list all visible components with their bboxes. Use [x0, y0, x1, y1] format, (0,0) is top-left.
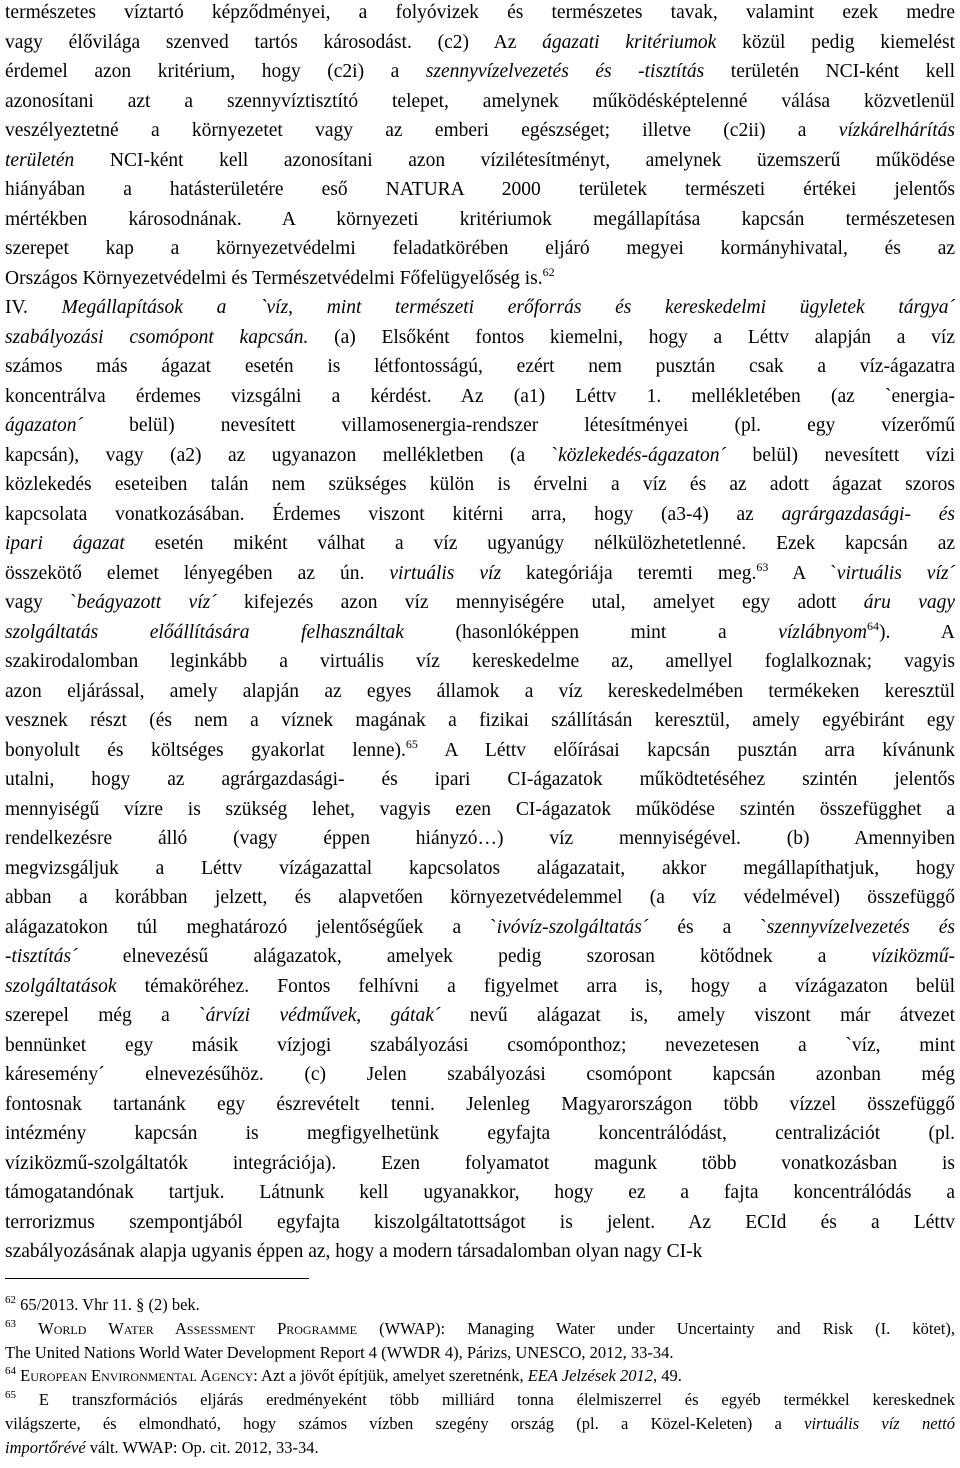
footnote-line: [5, 1437, 955, 1459]
footnote-reference: 63: [756, 559, 769, 574]
italic-text: árvízi védművek, gátak´: [205, 1005, 441, 1026]
text-run: rendelkezésre álló (vagy éppen hiányzó…) víz mennyiségével. (b) Amennyiben: [5, 828, 955, 849]
italic-text: virtuális víz´: [836, 562, 955, 584]
footnote-reference: 64: [867, 618, 880, 633]
text-run: belül) nevesített vízi: [726, 444, 955, 466]
body-line: [5, 325, 955, 351]
italic-text: közlekedés-ágazaton´: [558, 444, 727, 466]
footnote-line: [5, 1318, 955, 1340]
text-run: NCI-ként kell azonosítani azon vízilétesítményt, amelynek üzemszerű működése: [74, 149, 955, 171]
text-run: hiányában a hatásterületére eső NATURA 2000 területek természeti értékei jelentős: [5, 179, 955, 200]
body-line: [5, 561, 955, 587]
text-run: abban a korábban jelzett, és alapvetően környezetvédelemmel (a víz védelmével) összefüggő: [5, 887, 955, 908]
body-line: [5, 531, 955, 557]
text-run: mennyiségű vízre is szükség lehet, vagyis ezen CI-ágazatok működése szintén összefügghet a: [5, 798, 955, 820]
footnote-reference: 65: [5, 1389, 16, 1402]
body-line: [5, 472, 955, 498]
body-line: [5, 679, 955, 705]
text-run: 65/2013. Vhr 11. § (2) bek.: [16, 1295, 200, 1314]
text-run: szabályozásának alapja ugyanis éppen az, hogy a modern társadalomban olyan nagy CI-k: [5, 1241, 703, 1262]
text-run: káresemény´ elnevezésűhöz. (c) Jelen szabályozási csomópont kapcsán azonban még: [5, 1064, 955, 1085]
author-name: European Environmental Agency: [20, 1366, 254, 1386]
body-line: [5, 708, 955, 734]
text-run: vagy élővilága szenved tartós károsodást. (c2) Az: [5, 31, 543, 53]
italic-text: víziközmű-: [871, 946, 955, 967]
text-run: utalni, hogy az agrárgazdasági- és ipari CI-ágazatok működtetéséhez szintén jelentős: [5, 769, 955, 790]
body-line: [5, 1180, 955, 1206]
body-line: [5, 1003, 955, 1029]
text-run: (hasonlóképpen mint a: [403, 621, 779, 643]
body-line: [5, 502, 955, 528]
text-run: azon eljárással, amely alapján az egyes államok a víz kereskedelmében termékeken keresztül: [5, 680, 955, 702]
footnote-reference: 62: [542, 264, 555, 279]
text-run: (a) Elsőként fontos kiemelni, hogy a Léttv alapján a víz: [308, 326, 955, 348]
text-run: témaköréhez. Fontos felhívni a figyelmet arra is, hogy a vízágazaton belül: [116, 975, 955, 997]
text-run: ). A: [879, 621, 955, 643]
text-run: kapcsolata vonatkozásában. Érdemes viszont kitérni arra, hogy (a3-4) az: [5, 503, 782, 525]
body-line: [5, 236, 955, 262]
text-run: intézmény kapcsán is megfigyelhetünk egyfajta koncentrálódást, centralizációt (pl.: [5, 1123, 955, 1144]
body-line: [5, 1062, 955, 1088]
body-line: [5, 443, 955, 469]
text-run: kapcsán), vagy (a2) az ugyanazon mellékletben (a `: [5, 444, 559, 466]
text-run: szakirodalomban leginkább a virtuális víz kereskedelme az, amellyel foglalkoznak; vagyis: [5, 651, 955, 672]
italic-text: virtuális víz nettó: [804, 1414, 955, 1433]
text-run: belül) nevesített villamosenergia-rendszer létesítményei (pl. egy vízerőmű: [83, 415, 955, 436]
text-run: , 49.: [652, 1366, 682, 1386]
text-run: érdemel azon kritérium, hogy (c2i) a: [5, 61, 426, 82]
text-run: természetes víztartó képződményei, a folyóvizek és természetes tavak, valamint ezek medre: [5, 2, 955, 23]
italic-text: vízlábnyom: [778, 621, 868, 643]
body-line: [5, 59, 955, 85]
body-line: [5, 856, 955, 882]
italic-text: ágazati kritériumok: [542, 31, 717, 53]
text-run: vesznek részt (és nem a víznek magának a fizikai szállításán keresztül, amely egyébiránt egy: [5, 710, 955, 731]
italic-text: szennyvízelvezetés és -tisztítás: [425, 61, 705, 82]
text-run: víziközmű-szolgáltatók integrációja). Ezen folyamatot magunk több vonatkozásban is: [5, 1152, 955, 1174]
text-run: elnevezésű alágazatok, amelyek pedig szorosan kötődnek a: [77, 946, 872, 967]
text-run: és a `: [648, 916, 767, 938]
italic-text: virtuális víz: [389, 562, 502, 584]
text-run: E transzformációs eljárás eredményeként több milliárd tonna élelmiszerrel és egyéb termékkel kereskednek: [16, 1390, 955, 1410]
body-line: [5, 944, 955, 970]
body-line: [5, 413, 955, 439]
italic-text: területén: [5, 149, 75, 171]
footnote-reference: 65: [405, 736, 418, 751]
text-run: világszerte, és elmondható, hogy számos vízben szegény ország (pl. a Közel-Keleten) a: [5, 1414, 805, 1433]
text-run: terrorizmus szempontjából egyfajta kiszolgáltatottságot is jelent. Az ECId és a Léttv: [5, 1211, 955, 1233]
italic-text: importőrévé: [5, 1437, 86, 1457]
italic-text: ipari ágazat: [5, 533, 125, 554]
body-line: [5, 590, 955, 616]
italic-text: vízkárelhárítás: [838, 120, 955, 141]
text-run: közlekedés eseteiben talán nem szükséges külön is érvelni a víz és az adott ágazat szoros: [5, 474, 955, 495]
body-line: [5, 89, 955, 115]
italic-text: ágazaton´: [5, 415, 83, 436]
body-line: [5, 295, 955, 321]
text-run: A Léttv előírásai kapcsán pusztán arra kívánunk: [417, 739, 955, 761]
body-line: [5, 1121, 955, 1147]
text-run: támogatandónak tartjuk. Látnunk kell ugyanakkor, hogy ez a fajta koncentrálódás a: [5, 1182, 955, 1203]
body-line: [5, 354, 955, 380]
body-line: [5, 1151, 955, 1177]
italic-text: szennyvízelvezetés és: [766, 916, 955, 938]
body-line: [5, 148, 955, 174]
text-run: (WWAP): Managing Water under Uncertainty and Risk (I. kötet),: [356, 1318, 956, 1338]
body-line: [5, 1239, 955, 1265]
text-run: vagy `: [5, 592, 77, 613]
footnote-line: [5, 1389, 955, 1411]
italic-text: EEA Jelzések 2012: [527, 1366, 653, 1386]
text-run: IV.: [5, 297, 62, 318]
body-line: [5, 797, 955, 823]
text-run: fontosnak tartanánk egy észrevételt tenni. Jelenleg Magyarországon több vízzel összefüggő: [5, 1093, 955, 1115]
text-run: bennünket egy másik vízjogi szabályozási csomóponthoz; nevezetesen a `víz, mint: [5, 1034, 955, 1056]
body-line: [5, 974, 955, 1000]
body-line: [5, 384, 955, 410]
body-line: [5, 649, 955, 675]
body-line: [5, 207, 955, 233]
footnote-line: [5, 1365, 955, 1387]
italic-text: agrárgazdasági- és: [781, 503, 955, 525]
text-run: közül pedig kiemelést: [716, 31, 956, 53]
body-line: [5, 915, 955, 941]
body-line: [5, 118, 955, 144]
body-line: [5, 767, 955, 793]
footnote-reference: 64: [5, 1365, 16, 1378]
author-name: World Water Assessment Programme: [38, 1318, 357, 1338]
text-run: azonosítani azt a szennyvíztisztító telepet, amelynek működésképtelenné válása közvetlenül: [5, 90, 955, 112]
text-run: vált. WWAP: Op. cit. 2012, 33-34.: [85, 1437, 319, 1457]
italic-text: szolgáltatás előállítására felhasználtak: [5, 621, 404, 643]
footnote-reference: 62: [5, 1294, 16, 1306]
footnote-line: [5, 1342, 955, 1364]
text-run: [16, 1319, 38, 1338]
body-line: [5, 177, 955, 203]
body-line: [5, 1210, 955, 1236]
text-run: kifejezés azon víz mennyiségére utal, amelyet egy adott: [216, 592, 864, 613]
footnote-separator: [5, 1278, 309, 1279]
italic-text: szolgáltatások: [5, 975, 117, 997]
body-line: [5, 885, 955, 911]
text-run: nevű alágazat is, amely viszont már átvezet: [440, 1005, 956, 1026]
text-run: The United Nations World Water Development Report 4 (WWDR 4), Párizs, UNESCO, 2012, 33-34.: [5, 1342, 674, 1362]
text-run: Országos Környezetvédelmi és Természetvédelmi Főfelügyelőség is.: [5, 267, 543, 289]
body-line: [5, 1033, 955, 1059]
text-run: megvizsgáljuk a Léttv vízágazattal kapcsolatos alágazatait, akkor megállapíthatjuk, hogy: [5, 857, 955, 879]
italic-text: ivóvíz-szolgáltatás´: [496, 916, 649, 938]
text-run: : Azt a jövőt építjük, amelyet szeretnénk,: [253, 1366, 528, 1386]
italic-text: beágyazott víz´: [76, 592, 217, 613]
italic-text: -tisztítás´: [5, 946, 78, 967]
text-run: kategóriája teremti meg.: [501, 562, 757, 584]
text-run: alágazatokon túl meghatározó jelentőségűek a `: [5, 916, 497, 938]
text-run: bonyolult és költséges gyakorlat lenne).: [5, 739, 406, 761]
body-line: [5, 826, 955, 852]
body-line: [5, 266, 955, 292]
text-run: A `: [768, 562, 837, 584]
text-run: esetén miként válhat a víz ugyanúgy nélkülözhetetlenné. Ezek kapcsán az: [124, 533, 956, 554]
text-run: koncentrálva érdemes vizsgálni a kérdést. Az (a1) Léttv 1. mellékletében (az `energia-: [5, 385, 955, 407]
body-line: [5, 30, 955, 56]
italic-text: szabályozási csomópont kapcsán.: [5, 326, 309, 348]
text-run: mértékben károsodnának. A környezeti kritériumok megállapítása kapcsán természetesen: [5, 208, 955, 230]
body-line: [5, 1092, 955, 1118]
text-run: szerepel még a `: [5, 1005, 206, 1026]
text-run: számos más ágazat esetén is létfontosságú, ezért nem pusztán csak a víz-ágazatra: [5, 356, 955, 377]
text-run: területén NCI-ként kell: [704, 61, 955, 82]
footnote-line: [5, 1413, 955, 1435]
text-run: veszélyeztetné a környezetet vagy az emberi egészséget; illetve (c2ii) a: [5, 120, 839, 141]
italic-text: Megállapítások a `víz, mint természeti erőforrás és kereskedelmi ügyletek tárgya´: [61, 297, 956, 318]
footnote-reference: 63: [5, 1317, 16, 1330]
text-run: szerepet kap a környezetvédelmi feladatkörében eljáró megyei kormányhivatal, és az: [5, 238, 955, 259]
body-line: [5, 738, 955, 764]
italic-text: áru vagy: [863, 592, 956, 613]
text-run: összekötő elemet lényegében az ún.: [5, 562, 390, 584]
body-line: [5, 0, 955, 26]
footnote-line: [5, 1294, 955, 1316]
body-line: [5, 620, 955, 646]
